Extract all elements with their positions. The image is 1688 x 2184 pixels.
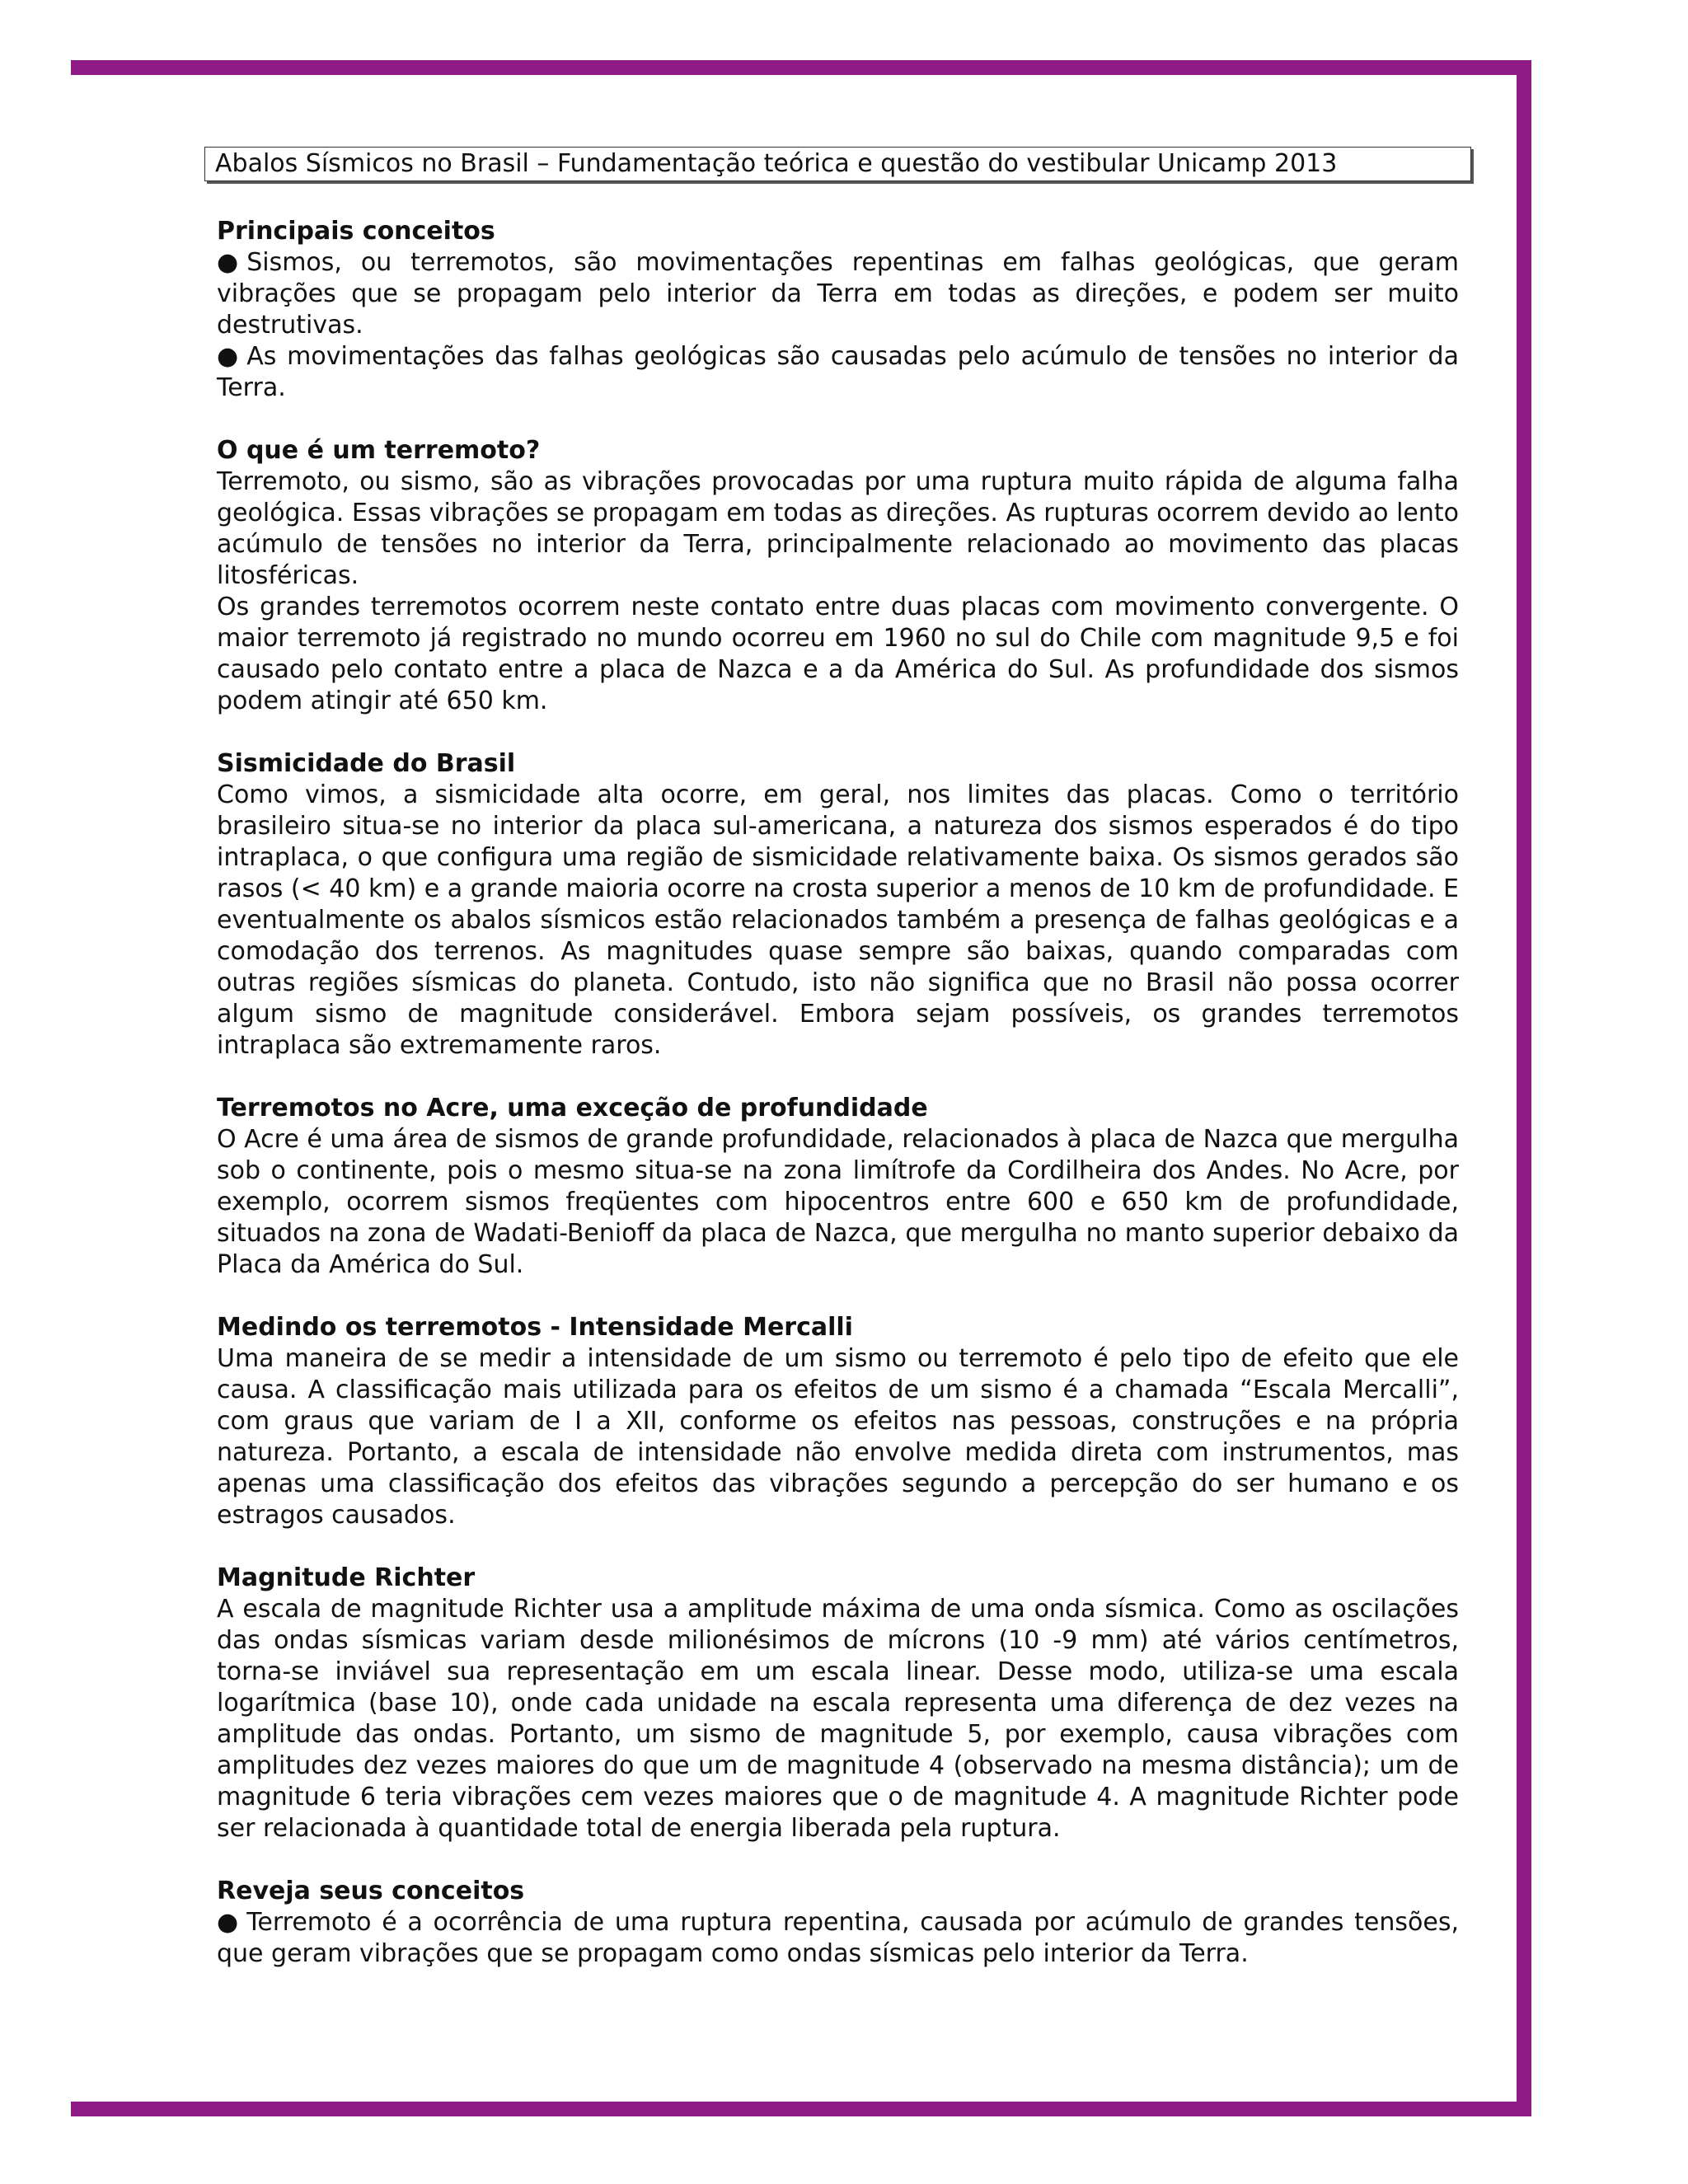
paragraph-text: Como vimos, a sismicidade alta ocorre, em geral, nos limites das placas. Como o território brasileiro situa-se no interior da placa sul-americana, a natureza dos sismos esperados é do tipo intraplaca, o que configura uma região de sismicidade relativamente baixa. Os sismos gerados são rasos (< 40 km) e a grande maioria ocorre na crosta superior a menos de 10 km de profundidade. E eventualmente os abalos sísmicos estão relacionados também a presença de falhas geológicas e a comodação dos terrenos. As magnitudes quase sempre são baixas, quando comparadas com outras regiões sísmicas do planeta. Contudo, isto não significa que no Brasil não possa ocorrer algum sismo de magnitude considerável. Embora sejam possíveis, os grandes terremotos intraplaca são extremamente raros. — [217, 780, 1459, 1060]
page-frame-top — [71, 60, 1531, 75]
paragraph-text: Terremoto é a ocorrência de uma ruptura repentina, causada por acúmulo de grandes tensões, que geram vibrações que se propagam como ondas sísmicas pelo interior da Terra. — [217, 1908, 1459, 1968]
paragraph-text: A escala de magnitude Richter usa a amplitude máxima de uma onda sísmica. Como as oscilações das ondas sísmicas variam desde milionésimos de mícrons (10 -9 mm) até vários centímetros, torna-se inviável sua representação em um escala linear. Desse modo, utiliza-se uma escala logarítmica (base 10), onde cada unidade na escala representa uma diferença de dez vezes na amplitude das ondas. Portanto, um sismo de magnitude 5, por exemplo, causa vibrações com amplitudes dez vezes maiores do que um de magnitude 4 (observado na mesma distância); um de magnitude 6 teria vibrações cem vezes maiores que o de magnitude 4. A magnitude Richter pode ser relacionada à quantidade total de energia liberada pela ruptura. — [217, 1595, 1459, 1843]
document-body — [217, 216, 1459, 2001]
bullet-icon: ● — [217, 1908, 239, 1937]
paragraph — [217, 1907, 1459, 1970]
page-frame-right — [1517, 60, 1531, 2116]
paragraph-text: Uma maneira de se medir a intensidade de um sismo ou terremoto é pelo tipo de efeito que ele causa. A classificação mais utilizada para os efeitos de um sismo é a chamada “Escala Mercalli”, com graus que variam de I a XII, conforme os efeitos nas pessoas, construções e na própria natureza. Portanto, a escala de intensidade não envolve medida direta com instrumentos, mas apenas uma classificação dos efeitos das vibrações segundo a percepção do ser humano e os estragos causados. — [217, 1344, 1459, 1530]
section-heading: Magnitude Richter — [217, 1563, 476, 1592]
section-heading: O que é um terremoto? — [217, 436, 541, 465]
paragraph — [217, 247, 1459, 341]
section-heading: Principais conceitos — [217, 217, 495, 246]
section-heading: Reveja seus conceitos — [217, 1877, 525, 1905]
section-terremotos-no-acre — [217, 1093, 1459, 1281]
section-reveja-seus-conceitos — [217, 1876, 1459, 1970]
document-title: Abalos Sísmicos no Brasil – Fundamentação teórica e questão do vestibular Unicamp 2013 — [204, 147, 1471, 181]
section-sismicidade-do-brasil — [217, 748, 1459, 1062]
paragraph-text: O Acre é uma área de sismos de grande profundidade, relacionados à placa de Nazca que mergulha sob o continente, pois o mesmo situa-se na zona limítrofe da Cordilheira dos Andes. No Acre, por exemplo, ocorrem sismos freqüentes com hipocentros entre 600 e 650 km de profundidade, situados na zona de Wadati-Benioff da placa de Nazca, que mergulha no manto superior debaixo da Placa da América do Sul. — [217, 1125, 1459, 1279]
paragraph-text: Os grandes terremotos ocorrem neste contato entre duas placas com movimento convergente. O maior terremoto já registrado no mundo ocorreu em 1960 no sul do Chile com magnitude 9,5 e foi causado pelo contato entre a placa de Nazca e a da América do Sul. As profundidade dos sismos podem atingir até 650 km. — [217, 593, 1459, 715]
paragraph-text: As movimentações das falhas geológicas são causadas pelo acúmulo de tensões no interior da Terra. — [217, 342, 1459, 402]
paragraph-text: Sismos, ou terremotos, são movimentações repentinas em falhas geológicas, que geram vibrações que se propagam pelo interior da Terra em todas as direções, e podem ser muito destrutivas. — [217, 248, 1459, 340]
page-frame-bottom — [71, 2102, 1531, 2116]
section-heading: Medindo os terremotos - Intensidade Mercalli — [217, 1313, 853, 1342]
paragraph — [217, 341, 1459, 404]
paragraph-text: Terremoto, ou sismo, são as vibrações provocadas por uma ruptura muito rápida de alguma falha geológica. Essas vibrações se propagam em todas as direções. As rupturas ocorrem devido ao lento acúmulo de tensões no interior da Terra, principalmente relacionado ao movimento das placas litosféricas. — [217, 467, 1459, 590]
section-intensidade-mercalli — [217, 1312, 1459, 1531]
section-heading: Terremotos no Acre, uma exceção de profundidade — [217, 1094, 928, 1122]
section-heading: Sismicidade do Brasil — [217, 749, 516, 778]
bullet-icon: ● — [217, 248, 239, 277]
section-o-que-e-um-terremoto — [217, 435, 1459, 717]
section-magnitude-richter — [217, 1563, 1459, 1844]
bullet-icon: ● — [217, 342, 239, 371]
section-principais-conceitos — [217, 216, 1459, 404]
